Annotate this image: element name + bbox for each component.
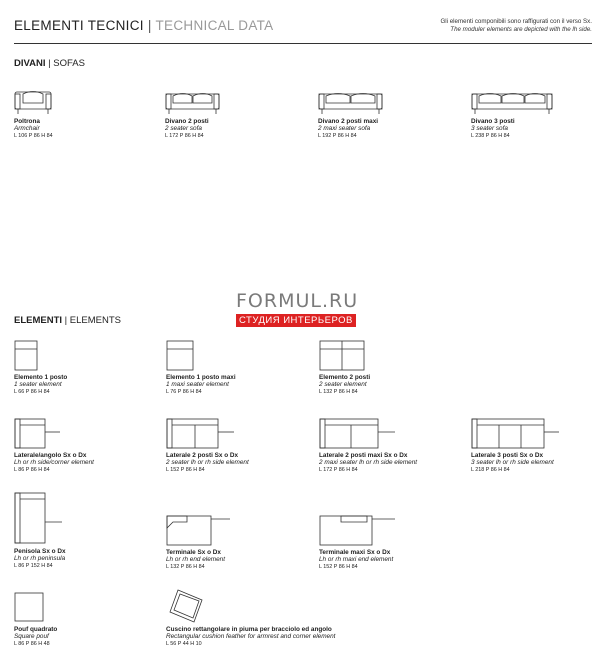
item-poltrona [14, 88, 164, 140]
item-dims: L 56 P 44 H 10 [166, 640, 202, 647]
end-element-drawing [166, 515, 232, 547]
elementi-heading-main: ELEMENTI [14, 315, 63, 326]
peninsula-drawing [14, 492, 64, 546]
item-translation: 2 seater sofa [165, 125, 202, 133]
element-2-seat-drawing [319, 340, 367, 372]
sofa-2-maxi-drawing [318, 88, 384, 116]
side-2-maxi-drawing [319, 418, 397, 450]
item-dims: L 132 P 86 H 84 [319, 388, 358, 395]
item-name: Divano 3 posti [471, 118, 515, 125]
item-name: Cuscino rettangolare in piuma per bracciolo ed angolo [166, 626, 332, 633]
item-laterale-angolo [14, 418, 164, 474]
item-laterale-3-posti [471, 418, 606, 474]
item-terminale-maxi [319, 515, 469, 571]
title-separator: | [147, 18, 152, 33]
side-3-seat-drawing [471, 418, 561, 450]
item-name: Penisola Sx o Dx [14, 548, 66, 555]
item-name: Terminale Sx o Dx [166, 549, 221, 556]
title-sub: TECHNICAL DATA [155, 18, 274, 33]
item-dims: L 66 P 86 H 84 [14, 388, 50, 395]
item-name: Terminale maxi Sx o Dx [319, 549, 391, 556]
item-translation: Lh or rh peninsula [14, 555, 66, 563]
element-1-maxi-drawing [166, 340, 196, 372]
item-divano-3-posti [471, 88, 606, 140]
item-translation: 1 maxi seater element [166, 381, 229, 389]
item-name: Poltrona [14, 118, 40, 125]
item-name: Elemento 1 posto [14, 374, 68, 381]
item-name: Elemento 1 posto maxi [166, 374, 236, 381]
section-heading-elementi [14, 315, 121, 326]
item-penisola [14, 492, 164, 570]
watermark-logo: FORMUL.RU [236, 290, 359, 312]
item-elemento-2-posti [319, 340, 469, 396]
item-divano-2-posti [165, 88, 315, 140]
item-name: Laterale 2 posti maxi Sx o Dx [319, 452, 408, 459]
item-translation: 3 seater sofa [471, 125, 508, 133]
item-translation: Square pouf [14, 633, 49, 641]
item-dims: L 172 P 86 H 84 [165, 132, 204, 139]
item-dims: L 86 P 86 H 48 [14, 640, 50, 647]
item-dims: L 106 P 86 H 84 [14, 132, 53, 139]
page-title [14, 18, 273, 33]
item-laterale-2-posti-maxi [319, 418, 469, 474]
header-divider [14, 43, 592, 44]
item-translation: 2 seater lh or rh side element [166, 459, 249, 467]
title-main: ELEMENTI TECNICI [14, 18, 144, 33]
sofa-2-seater-drawing [165, 88, 221, 116]
item-dims: L 192 P 86 H 84 [318, 132, 357, 139]
end-maxi-element-drawing [319, 515, 397, 547]
watermark-tagline: СТУДИЯ ИНТЕРЬЕРОВ [236, 314, 356, 327]
item-terminale [166, 515, 316, 571]
item-name: Laterale/angolo Sx o Dx [14, 452, 87, 459]
note-line-1: Gli elementi componibili sono raffigurati con il verso Sx. [440, 18, 592, 25]
item-dims: L 86 P 152 H 84 [14, 562, 53, 569]
item-dims: L 132 P 86 H 84 [166, 563, 205, 570]
square-pouf-drawing [14, 592, 46, 624]
item-name: Pouf quadrato [14, 626, 58, 633]
side-corner-element-drawing [14, 418, 62, 450]
item-dims: L 238 P 86 H 84 [471, 132, 510, 139]
item-dims: L 152 P 86 H 84 [166, 466, 205, 473]
side-2-seat-drawing [166, 418, 236, 450]
item-translation: 1 seater element [14, 381, 62, 389]
item-dims: L 152 P 86 H 84 [319, 563, 358, 570]
note-line-2: The moduler elements are depicted with the lh side. [450, 26, 592, 33]
item-translation: Lh or rh side/corner element [14, 459, 94, 467]
item-name: Laterale 3 posti Sx o Dx [471, 452, 544, 459]
cushion-drawing [166, 588, 206, 624]
sofa-3-seater-drawing [471, 88, 555, 116]
item-translation: 3 seater lh or rh side element [471, 459, 554, 467]
item-divano-2-posti-maxi [318, 88, 468, 140]
item-name: Laterale 2 posti Sx o Dx [166, 452, 239, 459]
item-cuscino [166, 588, 426, 648]
item-name: Divano 2 posti [165, 118, 209, 125]
item-translation: Lh or rh maxi end element [319, 556, 394, 564]
item-elemento-1-posto-maxi [166, 340, 316, 396]
section-heading-divani [14, 58, 85, 69]
item-translation: Armchair [14, 125, 40, 133]
item-name: Elemento 2 posti [319, 374, 371, 381]
item-dims: L 76 P 86 H 84 [166, 388, 202, 395]
item-translation: Lh or rh end element [166, 556, 225, 564]
item-dims: L 86 P 86 H 84 [14, 466, 50, 473]
elementi-heading-sub: | ELEMENTS [64, 315, 121, 326]
item-translation: 2 maxi seater lh or rh side element [319, 459, 418, 467]
item-dims: L 172 P 86 H 84 [319, 466, 358, 473]
divani-heading-sub: | SOFAS [48, 58, 85, 69]
item-name: Divano 2 posti maxi [318, 118, 379, 125]
item-dims: L 218 P 86 H 84 [471, 466, 510, 473]
item-elemento-1-posto [14, 340, 164, 396]
header-note [440, 18, 592, 34]
item-translation: Rectangular cushion feather for armrest and corner element [166, 633, 336, 641]
element-1-seat-drawing [14, 340, 40, 372]
item-translation: 2 seater element [319, 381, 367, 389]
item-laterale-2-posti [166, 418, 316, 474]
item-translation: 2 maxi seater sofa [318, 125, 371, 133]
armchair-drawing [14, 88, 54, 116]
divani-heading-main: DIVANI [14, 58, 46, 69]
item-pouf-quadrato [14, 592, 164, 648]
